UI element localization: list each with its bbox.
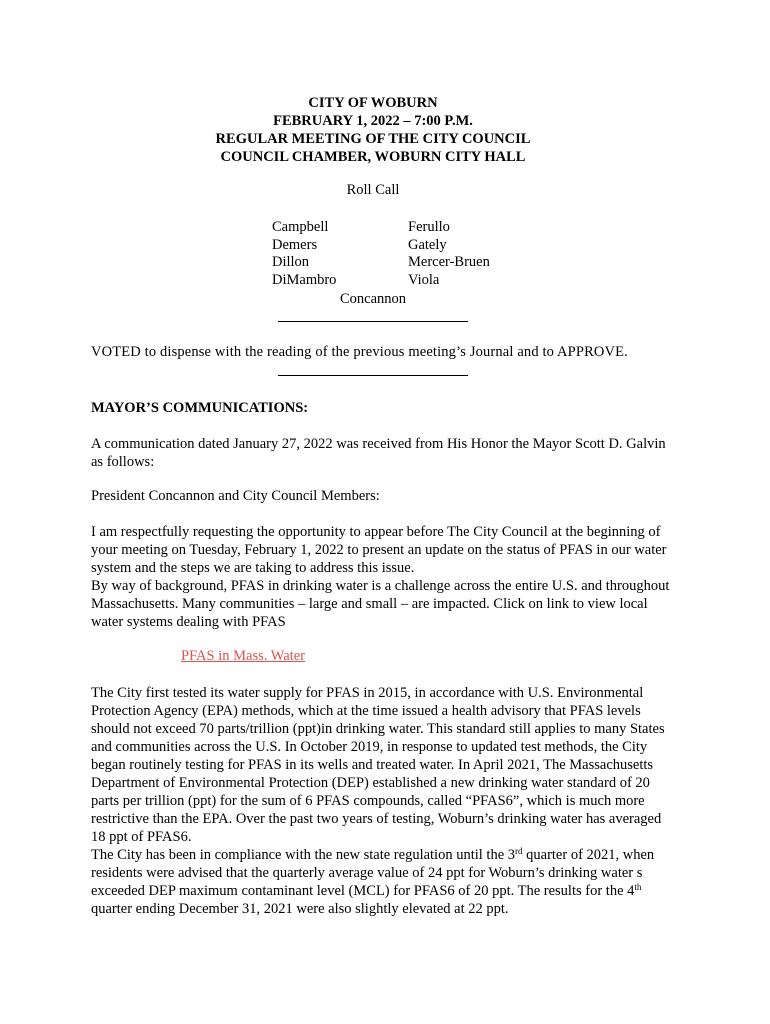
- councilor-name: DiMambro: [272, 271, 337, 288]
- background-paragraph: By way of background, PFAS in drinking water is a challenge across the entire U.S. and throughout Massachusetts. Many communities – large and small – are impacted. Click on link to view local water systems dealing with PFAS: [91, 578, 670, 630]
- header-meeting: REGULAR MEETING OF THE CITY COUNCIL: [215, 131, 531, 147]
- salutation: President Concannon and City Council Members:: [91, 488, 380, 504]
- council-president-name: Concannon: [339, 291, 407, 307]
- compliance-text: quarter ending December 31, 2021 were also slightly elevated at 22 ppt.: [91, 901, 509, 917]
- councilor-name: Mercer-Bruen: [408, 254, 490, 270]
- councilor-name: Ferullo: [408, 219, 450, 235]
- testing-history-paragraph: The City first tested its water supply for PFAS in 2015, in accordance with U.S. Environmental Protection Agency (EPA) methods, which at the time issued a health advisory that PFAS levels should not exceed 70 parts/trillion (ppt)in drinking water. This standard still applies to many States and communities across the U.S. In October 2019, in response to updated test methods, the City began routinely testing for PFAS in its wells and treated water. In April 2021, The Massachusetts Department of Environmental Protection (DEP) established a new drinking water standard of 20 parts per trillion (ppt) for the sum of 6 PFAS compounds, called “PFAS6”, which is much more restrictive than the EPA. Over the past two years of testing, Woburn’s drinking water has averaged 18 ppt of PFAS6.: [91, 685, 665, 845]
- communication-intro: A communication dated January 27, 2022 was received from His Honor the Mayor Scott D. Galvin as follows:: [91, 436, 666, 470]
- roll-call-row: [272, 272, 532, 290]
- header-city: CITY OF WOBURN: [308, 95, 438, 111]
- roll-call-row: [272, 237, 532, 255]
- header-date: FEBRUARY 1, 2022 – 7:00 P.M.: [273, 113, 473, 129]
- compliance-text: The City has been in compliance with the new state regulation until the 3: [91, 847, 516, 863]
- roll-call-title: Roll Call: [346, 182, 400, 198]
- councilor-name: Viola: [408, 271, 440, 288]
- ordinal-suffix: th: [634, 882, 642, 892]
- section-divider: [278, 321, 468, 322]
- councilor-name: Gately: [408, 236, 447, 253]
- roll-call-names: [272, 219, 532, 289]
- mayor-communications-heading: MAYOR’S COMMUNICATIONS:: [91, 400, 309, 416]
- section-divider: [278, 375, 468, 376]
- roll-call-row: [272, 254, 532, 272]
- ordinal-suffix: rd: [515, 846, 523, 856]
- compliance-paragraph: [91, 846, 671, 918]
- voted-statement: VOTED to dispense with the reading of the previous meeting’s Journal and to APPROVE.: [91, 344, 628, 360]
- request-paragraph: I am respectfully requesting the opportunity to appear before The City Council at the beginning of your meeting on Tuesday, February 1, 2022 to present an update on the status of PFAS in our water system and the steps we are taking to address this issue.: [91, 524, 667, 576]
- councilor-name: Dillon: [272, 254, 310, 270]
- document-header: [0, 94, 746, 166]
- pfas-link[interactable]: PFAS in Mass. Water: [181, 648, 305, 664]
- roll-call-row: [272, 219, 532, 237]
- councilor-name: Demers: [272, 236, 318, 253]
- compliance-text: quarter of 2021, when residents were advised that the quarterly average value of 24 ppt for Woburn’s drinking water s exceeded DEP maximum contaminant level (MCL) for PFAS6 of 20 ppt. The results for the 4: [91, 847, 655, 899]
- councilor-name: Campbell: [272, 219, 329, 235]
- header-location: COUNCIL CHAMBER, WOBURN CITY HALL: [220, 149, 526, 165]
